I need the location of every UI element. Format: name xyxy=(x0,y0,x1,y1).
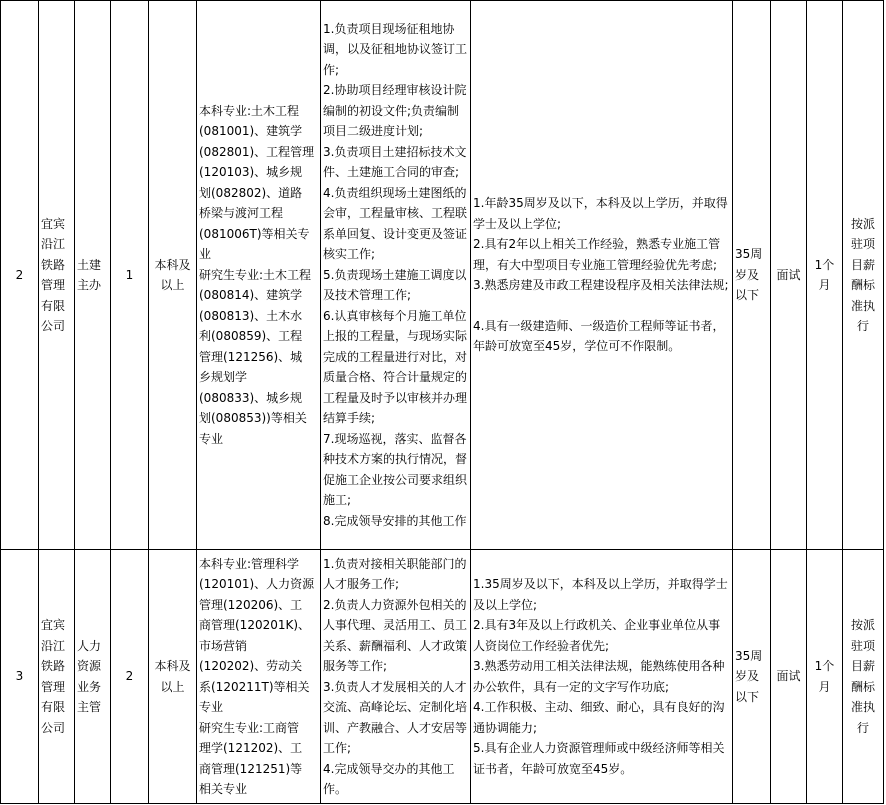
age-limit: 35周 岁及 以下 xyxy=(733,1,771,550)
major-line: 本科专业:土木工程 xyxy=(199,103,300,118)
row-number: 3 xyxy=(1,550,39,804)
requirement-item: 3.熟悉房建及市政工程建设程序及相关法律法规; xyxy=(473,278,729,293)
education-level: 本科及 以上 xyxy=(149,1,197,550)
job-requirements xyxy=(471,550,733,804)
major-line: 划(080853))等相关 xyxy=(199,411,307,426)
major-line: 系(120211T)等相关 xyxy=(199,679,310,694)
duty-item: 4.完成领导交办的其他工作。 xyxy=(323,761,455,796)
requirement-item: 3.熟悉劳动用工相关法律法规，能熟练使用各种办公软件，具有一定的文字写作功底; xyxy=(473,659,725,694)
selection-method: 面试 xyxy=(771,550,807,804)
salary-standard: 按派 驻项 目薪 酬标 准执 行 xyxy=(843,1,884,550)
job-duties xyxy=(321,550,471,804)
major-line: (081001)、建筑学 xyxy=(199,124,303,139)
major-line: 管理(120206)、工 xyxy=(199,597,303,612)
major-line: (082801)、工程管理 xyxy=(199,144,315,159)
job-requirements xyxy=(471,1,733,550)
position-name: 土建 主办 xyxy=(75,1,111,550)
requirement-item: 2.具有3年及以上行政机关、企业事业单位从事人资岗位工作经验者优先; xyxy=(473,618,721,653)
table-row xyxy=(1,1,884,550)
duty-item: 6.认真审核每个月施工单位上报的工程量，与现场实际完成的工程量进行对比，对质量合格、符合计量规定的工程量及时予以审核并办理结算手续; xyxy=(323,308,468,426)
position-name: 人力 资源 业务 主管 xyxy=(75,550,111,804)
job-duties xyxy=(321,1,471,550)
selection-method: 面试 xyxy=(771,1,807,550)
major-line: (080833)、城乡规 xyxy=(199,390,303,405)
requirement-gap xyxy=(473,296,730,316)
major-line: 桥梁与渡河工程 xyxy=(199,206,284,221)
requirement-item: 4.具有一级建造师、一级造价工程师等证书者，年龄可放宽至45岁，学位可不作限制。 xyxy=(473,318,725,354)
major-line: 划(082802)、道路 xyxy=(199,185,303,200)
probation-period: 1个月 xyxy=(807,1,843,550)
requirement-item: 4.工作积极、主动、细致、耐心，具有良好的沟通协调能力; xyxy=(473,700,725,735)
duty-item: 3.负责项目土建招标技术文件、土建施工合同的审查; xyxy=(323,144,467,180)
company-name: 宜宾 沿江 铁路 管理 有限 公司 xyxy=(39,550,75,804)
duty-item: 2.协助项目经理审核设计院编制的初设文件;负责编制项目二级进度计划; xyxy=(323,83,467,139)
table-row xyxy=(1,550,884,804)
duty-item: 5.负责现场土建施工调度以及技术管理工作; xyxy=(323,267,467,303)
major-requirements xyxy=(197,1,321,550)
duty-item: 2.负责人力资源外包相关的人事代理、灵活用工、员工关系、薪酬福利、人才政策服务等工作; xyxy=(323,597,468,673)
major-line: 乡规划学 xyxy=(199,370,248,385)
requirement-item: 1.年龄35周岁及以下，本科及以上学历，并取得学士及以上学位; xyxy=(473,196,728,231)
duty-item: 1.负责对接相关职能部门的人才服务工作; xyxy=(323,556,467,591)
company-name: 宜宾 沿江 铁路 管理 有限 公司 xyxy=(39,1,75,550)
major-line: 本科专业:管理科学 xyxy=(199,556,300,571)
age-limit: 35周 岁及 以下 xyxy=(733,550,771,804)
major-line: 商管理(120201K)、 xyxy=(199,618,311,632)
requirement-item: 1.35周岁及以下，本科及以上学历，并取得学士及以上学位; xyxy=(473,577,728,612)
probation-period: 1个月 xyxy=(807,550,843,804)
major-line: (120101)、人力资源 xyxy=(199,577,315,591)
duty-item: 7.现场巡视，落实、监督各种技术方案的执行情况，督促施工企业按公司要求组织施工; xyxy=(323,431,468,508)
major-line: 专业 xyxy=(199,431,224,446)
education-level: 本科及 以上 xyxy=(149,550,197,804)
major-line: 管理(121256)、城 xyxy=(199,349,303,364)
major-line: 商管理(121251)等 xyxy=(199,761,303,776)
major-requirements xyxy=(197,550,321,804)
major-line: 专业 xyxy=(199,700,224,714)
hire-count: 1 xyxy=(111,1,149,550)
row-number: 2 xyxy=(1,1,39,550)
major-line: (120103)、城乡规 xyxy=(199,165,303,180)
hire-count: 2 xyxy=(111,550,149,804)
duty-item: 1.负责项目现场征租地协调，以及征租地协议签订工作; xyxy=(323,21,468,77)
major-line: (080814)、建筑学 xyxy=(199,288,303,303)
major-line: (081006T)等相关专 xyxy=(199,226,310,241)
duty-item: 4.负责组织现场土建图纸的会审，工程量审核、工程联系单回复、设计变更及签证核实工作; xyxy=(323,185,468,262)
salary-standard: 按派 驻项 目薪 酬标 准执 行 xyxy=(843,550,884,804)
major-line: 相关专业 xyxy=(199,782,248,796)
major-line: (120202)、劳动关 xyxy=(199,659,303,673)
duty-item: 3.负责人才发展相关的人才交流、高峰论坛、定制化培训、产教融合、人才安居等工作; xyxy=(323,679,468,755)
major-line: 业 xyxy=(199,247,212,262)
requirement-item: 2.具有2年以上相关工作经验，熟悉专业施工管理，有大中型项目专业施工管理经验优先考虑; xyxy=(473,237,721,272)
major-line: 研究生专业:土木工程 xyxy=(199,267,312,282)
major-line: 理学(121202)、工 xyxy=(199,741,303,755)
major-line: 利(080859)、工程 xyxy=(199,329,303,344)
duty-item: 8.完成领导安排的其他工作 xyxy=(323,513,467,528)
major-line: 市场营销 xyxy=(199,638,248,653)
requirement-item: 5.具有企业人力资源管理师或中级经济师等相关证书者，年龄可放宽至45岁。 xyxy=(473,741,725,776)
major-line: (080813)、土木水 xyxy=(199,308,303,323)
major-line: 研究生专业:工商管 xyxy=(199,720,300,735)
